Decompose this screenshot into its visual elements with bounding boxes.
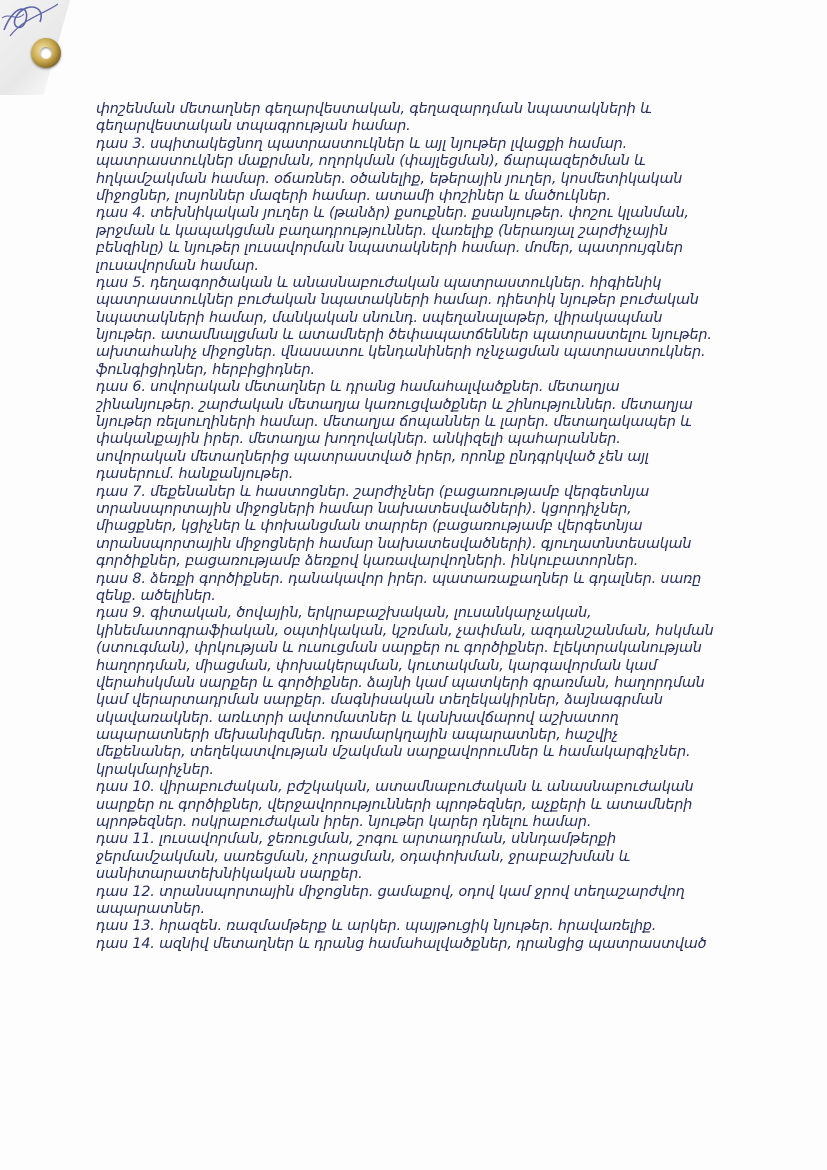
text-line: դաս 12. տրանսպորտային միջոցներ. ցամաքով, օդով կամ ջրով տեղաշարժվող xyxy=(96,883,685,900)
text-line: մեքենաներ, տեղեկատվության մշակման սարքավորումներ և համակարգիչներ. xyxy=(96,744,691,761)
text-line: սանիտարատեխնիկական սարքեր. xyxy=(96,866,363,883)
text-line: միջոցներ, լոսյոններ մազերի համար. ատամի փոշիներ և մածուկներ. xyxy=(96,187,611,204)
text-line: պատրաստուկներ բուժական նպատակների համար. դիետիկ նյութեր բուժական xyxy=(96,292,699,309)
text-line: (ստուգման), փրկության և ուսուցման սարքեր ու գործիքներ. էլեկտրականության xyxy=(96,640,702,657)
text-line: դաս 11. լուսավորման, ջեռուցման, շոգու արտադրման, սննդամթերքի xyxy=(96,831,616,848)
text-line: թրջման և կապակցման բաղադրություններ. վառելիք (ներառյալ շարժիչային xyxy=(96,222,668,239)
text-line: դաս 5. դեղագործական և անասնաբուժական պատրաստուկներ. հիգիենիկ xyxy=(96,274,662,291)
text-line: կամ վերարտադրման սարքեր. մագնիսական տեղեկակիրներ, ձայնագրման xyxy=(96,692,663,709)
text-line: հաղորդման, միացման, փոխակերպման, կուտակման, կարգավորման կամ xyxy=(96,657,657,674)
text-line: պատրաստուկներ մաքրման, ողորկման (փայլեցման), ճարպազերծման և xyxy=(96,153,646,170)
text-line: դաս 9. գիտական, ծովային, երկրաբաշխական, լուսանկարչական, xyxy=(96,605,592,622)
text-line: սովորական մետաղներից պատրաստված իրեր, որոնք ընդգրկված չեն այլ xyxy=(96,448,649,465)
text-line: դաս 10. վիրաբուժական, բժշկական, ատամնաբուժական և անասնաբուժական xyxy=(96,779,694,796)
text-line: ջերմամշակման, սառեցման, չորացման, օդափոխման, ջրաբաշխման և xyxy=(96,848,631,865)
text-line: սարքեր ու գործիքներ, վերջավորությունների պրոթեզներ, աչքերի և ատամների xyxy=(96,796,693,813)
text-line: զենք. ածելիներ. xyxy=(96,587,216,604)
text-line: նյութեր. ատամնալցման և ատամների ծեփապատճեններ պատրաստելու նյութեր. xyxy=(96,327,712,344)
decorative-flourish-icon xyxy=(0,0,70,40)
text-line: պրոթեզներ. ոսկրաբուժական իրեր. նյութեր կարեր դնելու համար. xyxy=(96,814,592,831)
text-line: դաս 3. սպիտակեցնող պատրաստուկներ և այլ նյութեր լվացքի համար. xyxy=(96,135,628,152)
text-line: փականքային իրեր. մետաղյա խողովակներ. անկիզելի պահարաններ. xyxy=(96,431,621,448)
text-line: հղկամշակման համար. օճառներ. օծանելիք, եթերային յուղեր, կոսմետիկական xyxy=(96,170,683,187)
text-line: դաս 4. տեխնիկական յուղեր և (թանձր) քսուքներ. քսանյութեր. փոշու կլանման, xyxy=(96,205,689,222)
text-line: գործիքներ, բացառությամբ ձեռքով կառավարվողների. ինկուբատորներ. xyxy=(96,553,639,570)
text-line: դաս 7. մեքենաներ և հաստոցներ. շարժիչներ (բացառությամբ վերգետնյա xyxy=(96,483,650,500)
text-line: դաս 14. ազնիվ մետաղներ և դրանց համահալվածքներ, դրանցից պատրաստված xyxy=(96,935,707,952)
text-line: դաս 6. սովորական մետաղներ և դրանց համահալվածքներ. մետաղյա xyxy=(96,379,620,396)
text-line: լուսավորման համար. xyxy=(96,257,259,274)
text-line: գեղարվեստական տպագրության համար. xyxy=(96,118,411,135)
text-line: ապարատների մեխանիզմներ. դրամարկղային ապարատներ, հաշվիչ xyxy=(96,727,619,744)
text-line: դաս 8. ձեռքի գործիքներ. դանակավոր իրեր. պատառաքաղներ և գդալներ. սառը xyxy=(96,570,702,587)
text-line: տրանսպորտային միջոցների համար նախատեսվածների). գյուղատնտեսական xyxy=(96,535,692,552)
text-line: բենզինը) և նյութեր լուսավորման նպատակների համար. մոմեր, պատրույգներ xyxy=(96,240,683,257)
text-line: սկավառակներ. առևտրի ավտոմատներ և կանխավճարով աշխատող xyxy=(96,709,619,726)
text-line: փոշենման մետաղներ գեղարվեստական, գեղազարդման նպատակների և xyxy=(96,101,652,117)
text-line: կրակմարիչներ. xyxy=(96,761,214,778)
text-line: միացքներ, կցիչներ և փոխանցման տարրեր (բացառությամբ վերգետնյա xyxy=(96,518,643,535)
text-line: նյութեր ռելսուղիների համար. մետաղյա ճոպաններ և լարեր. մետաղակապեր և xyxy=(96,414,692,431)
text-line: տրանսպորտային միջոցների համար նախատեսվածների). կցորդիչներ, xyxy=(96,500,632,517)
text-line: շինանյութեր. շարժական մետաղյա կառուցվածքներ և շինություններ. մետաղյա xyxy=(96,396,693,413)
text-line: դասերում. հանքանյութեր. xyxy=(96,466,294,483)
text-line: ախտահանիչ միջոցներ. վնասատու կենդանիների ոչնչացման պատրաստուկներ. xyxy=(96,344,706,361)
document-body xyxy=(96,101,772,953)
text-line: ֆունգիցիդներ, հերբիցիդներ. xyxy=(96,361,315,378)
text-line: ապարատներ. xyxy=(96,900,205,917)
binder-grommet xyxy=(31,38,61,68)
text-line: դաս 13. հրազեն. ռազմամթերք և արկեր. պայթուցիկ նյութեր. հրավառելիք. xyxy=(96,918,657,935)
text-line: նպատակների համար, մանկական սնունդ. սպեղանալաթեր, վիրակապման xyxy=(96,309,663,326)
text-line: կինեմատոգրաֆիական, օպտիկական, կշռման, չափման, ազդանշանման, հսկման xyxy=(96,622,714,639)
text-line: վերահսկման սարքեր և գործիքներ. ձայնի կամ պատկերի գրառման, հաղորդման xyxy=(96,674,705,691)
